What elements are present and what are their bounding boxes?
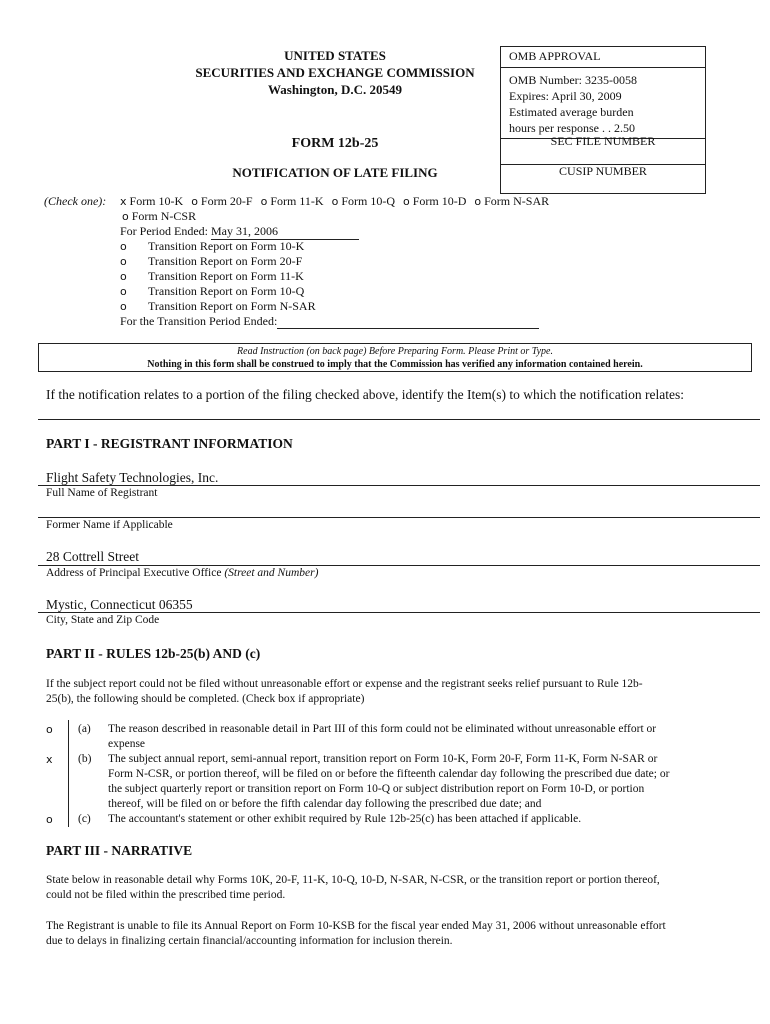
cusip-number-label: CUSIP NUMBER (559, 164, 647, 178)
transition-period-row (120, 314, 539, 329)
checkbox-mark: o (120, 255, 127, 268)
checkbox-mark: o (120, 240, 127, 253)
form-title: FORM 12b-25 (291, 136, 379, 151)
transition-option[interactable] (120, 239, 304, 254)
checkbox-mark: o (120, 285, 127, 298)
item-b-text: The subject annual report, semi-annual report, transition report on Form 10-K, Form 20-F, Form 11-K, Form N-SAR or Form N-CSR, or portion thereof, will be filed on or before the fifteenth calendar day following the prescribed due date; or the subject quarterly report or transition report on Form 10-Q or subject distribution report on Form 10-D, or portion thereof, will be filed on or before the fifth calendar day following the prescribed due date; and (108, 753, 670, 810)
omb-burden-line-2: hours per response . . 2.50 (509, 121, 635, 135)
period-ended-field[interactable] (211, 224, 359, 240)
omb-number: OMB Number: 3235-0058 (509, 73, 637, 87)
checkbox-mark: o (120, 270, 127, 283)
transition-period-field[interactable] (277, 316, 539, 329)
checkbox-mark: o (402, 195, 410, 208)
form-option-label: Form 10-K (129, 194, 184, 208)
address-label: Address of Principal Executive Office (Street and Number) (46, 567, 319, 579)
part3-narrative[interactable]: The Registrant is unable to file its Annual Report on Form 10-KSB for the fiscal year ended May 31, 2006 without unreasonable effort due to delays in finalizing certain financial/accounting information for inclusion therein. (46, 920, 666, 947)
form-option[interactable] (122, 209, 196, 224)
part2-title: PART II - RULES 12b-25(b) AND (c) (46, 646, 261, 661)
header-line-3: Washington, D.C. 20549 (268, 82, 402, 97)
transition-option-label: Transition Report on Form N-SAR (148, 299, 316, 313)
form-option-label: Form 11-K (270, 194, 324, 208)
period-ended-value: May 31, 2006 (211, 224, 278, 238)
registrant-name-value[interactable]: Flight Safety Technologies, Inc. (46, 470, 219, 485)
portion-instruction: If the notification relates to a portion of the filing checked above, identify the Item(s) to which the notification relates: (46, 387, 685, 402)
transition-period-label: For the Transition Period Ended: (120, 314, 278, 328)
item-c-checkbox[interactable]: o (46, 813, 53, 826)
city-line (38, 612, 760, 613)
checkbox-mark: o (122, 210, 129, 223)
form-option-label: Form N-CSR (131, 209, 197, 223)
divider (38, 419, 760, 420)
checkbox-mark: x (120, 195, 127, 208)
part2-items-divider (68, 720, 69, 827)
omb-expires: Expires: April 30, 2009 (509, 89, 622, 103)
form-option-label: Form N-SAR (484, 194, 550, 208)
form-option[interactable] (474, 194, 549, 209)
address-line (38, 565, 760, 566)
transition-option-label: Transition Report on Form 11-K (148, 269, 304, 283)
transition-option[interactable] (120, 254, 302, 269)
item-a-checkbox[interactable]: o (46, 723, 53, 736)
form-type-options (120, 194, 640, 224)
checkbox-mark: o (191, 195, 198, 208)
period-ended-row (120, 224, 359, 240)
part1-title: PART I - REGISTRANT INFORMATION (46, 436, 293, 451)
item-b-checkbox[interactable]: x (46, 753, 53, 766)
item-b-letter: (b) (78, 753, 92, 765)
checkbox-mark: o (260, 195, 268, 208)
address-value[interactable]: 28 Cottrell Street (46, 549, 139, 564)
part3-intro: State below in reasonable detail why Forms 10K, 20-F, 11-K, 10-Q, 10-D, N-SAR, N-CSR, or the transition report or portion thereof, could not be filed within the prescribed time period. (46, 874, 660, 901)
header-line-1: UNITED STATES (284, 48, 386, 63)
part3-title: PART III - NARRATIVE (46, 843, 193, 858)
transition-option-label: Transition Report on Form 20-F (148, 254, 303, 268)
item-c-letter: (c) (78, 813, 91, 825)
form-option[interactable] (261, 194, 324, 209)
period-ended-label: For Period Ended: (120, 224, 208, 238)
form-option[interactable] (120, 194, 183, 209)
item-c-text: The accountant's statement or other exhibit required by Rule 12b-25(c) has been attached if applicable. (108, 813, 582, 825)
notice-line-2: Nothing in this form shall be construed to imply that the Commission has verified any information contained herein. (147, 359, 643, 370)
part2-intro: If the subject report could not be filed without unreasonable effort or expense and the registrant seeks relief pursuant to Rule 12b- 25(b), the following should be completed. (Check box if appropriate) (46, 678, 643, 705)
transition-option[interactable] (120, 269, 304, 284)
item-a-letter: (a) (78, 723, 91, 735)
check-one-label: (Check one): (44, 194, 107, 208)
notice-line-1: Read Instruction (on back page) Before Preparing Form. Please Print or Type. (237, 346, 553, 357)
transition-option[interactable] (120, 284, 304, 299)
omb-approval-box (500, 46, 706, 194)
form-subtitle: NOTIFICATION OF LATE FILING (232, 165, 438, 180)
transition-option-label: Transition Report on Form 10-Q (148, 284, 305, 298)
checkbox-mark: o (331, 195, 339, 208)
checkbox-mark: o (474, 195, 482, 208)
omb-burden-line-1: Estimated average burden (509, 105, 634, 119)
form-option-label: Form 10-Q (341, 194, 395, 208)
form-option[interactable] (191, 194, 252, 209)
omb-approval-label: OMB APPROVAL (509, 49, 601, 63)
sec-file-number-label: SEC FILE NUMBER (550, 134, 656, 148)
form-option-label: Form 10-D (412, 194, 467, 208)
city-label: City, State and Zip Code (46, 614, 160, 626)
form-option-label: Form 20-F (200, 194, 253, 208)
checkbox-mark: o (120, 300, 127, 313)
instruction-notice (38, 343, 752, 372)
former-name-line[interactable] (38, 517, 760, 518)
transition-option-label: Transition Report on Form 10-K (148, 239, 305, 253)
form-option[interactable] (403, 194, 466, 209)
item-a-text: The reason described in reasonable detail in Part III of this form could not be eliminated without unreasonable effort or expense (108, 723, 657, 750)
former-name-label: Former Name if Applicable (46, 519, 173, 531)
registrant-name-label: Full Name of Registrant (46, 487, 158, 499)
form-option[interactable] (332, 194, 395, 209)
header-agency (160, 47, 510, 98)
header-line-2: SECURITIES AND EXCHANGE COMMISSION (195, 65, 475, 80)
registrant-name-line (38, 485, 760, 486)
transition-option[interactable] (120, 299, 316, 314)
city-value[interactable]: Mystic, Connecticut 06355 (46, 597, 193, 612)
